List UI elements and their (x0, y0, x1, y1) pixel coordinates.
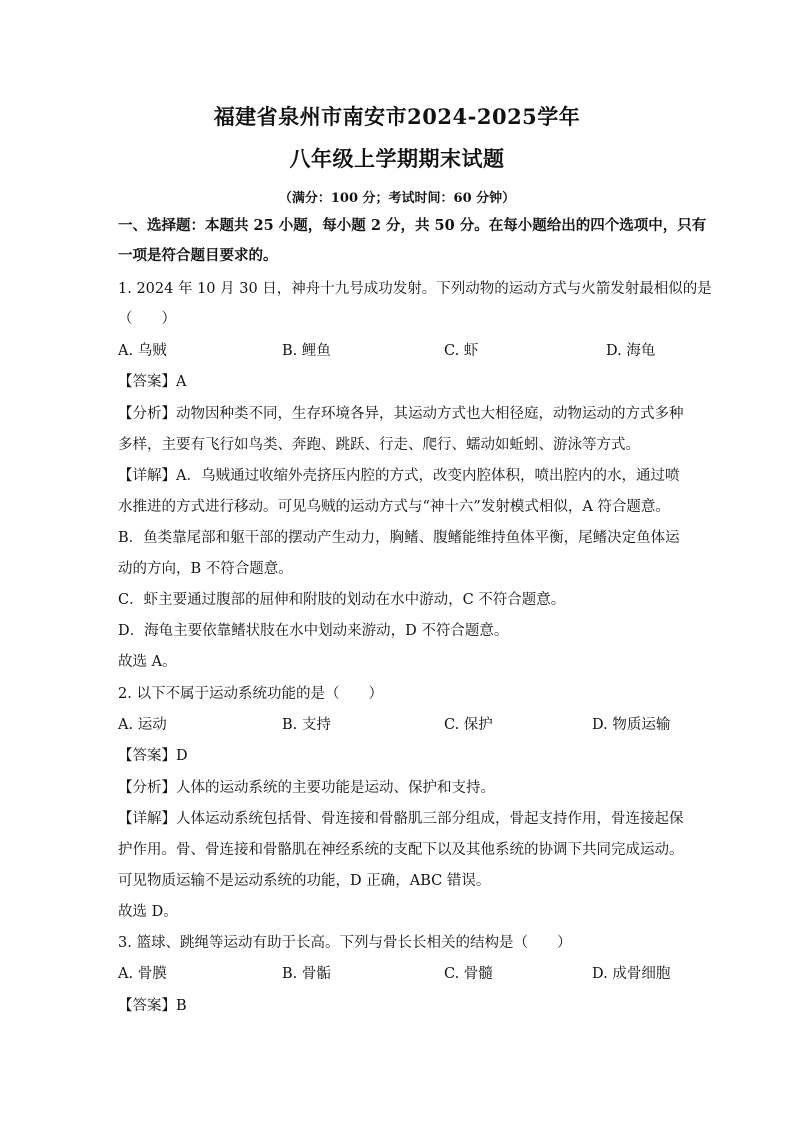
detail: 【详解】人体运动系统包括骨、骨连接和骨骼肌三部分组成，骨起支持作用，骨连接起保 (118, 811, 684, 827)
conclusion: 故选 A。 (118, 654, 177, 670)
answer: 【答案】B (118, 998, 187, 1014)
answer: 【答案】D (118, 748, 188, 764)
question-stem: 3. 篮球、跳绳等运动有助于长高。下列与骨长长相关的结构是（ ） (118, 935, 572, 951)
option-a: A. 乌贼 (118, 343, 167, 359)
option-a: A. 骨膜 (118, 966, 167, 982)
analysis: 【分析】动物因种类不同，生存环境各异，其运动方式也大相径庭，动物运动的方式多种 (118, 406, 684, 422)
analysis: 【分析】人体的运动系统的主要功能是运动、保护和支持。 (118, 780, 495, 796)
detail: C．虾主要通过腹部的屈伸和附肢的划动在水中游动，C 不符合题意。 (118, 592, 566, 608)
conclusion: 故选 D。 (118, 904, 178, 920)
option-a: A. 运动 (118, 717, 167, 733)
detail: 【详解】A．乌贼通过收缩外壳挤压内腔的方式，改变内腔体积，喷出腔内的水，通过喷 (118, 468, 680, 484)
option-c: C. 虾 (444, 343, 479, 359)
detail: B．鱼类靠尾部和躯干部的摆动产生动力，胸鳍、腹鳍能维持鱼体平衡，尾鳍决定鱼体运 (118, 530, 680, 546)
detail: 动的方向，B 不符合题意。 (118, 561, 293, 577)
question-stem: 1. 2024 年 10 月 30 日，神舟十九号成功发射。下列动物的运动方式与火箭发射最相似的是 (118, 281, 712, 297)
question-options (118, 964, 678, 984)
detail: D．海龟主要依靠鳍状肢在水中划动来游动，D 不符合题意。 (118, 623, 509, 639)
option-b: B. 支持 (282, 717, 331, 733)
question-options (118, 715, 678, 735)
option-c: C. 保护 (444, 717, 493, 733)
detail: 水推进的方式进行移动。可见乌贼的运动方式与“神十六”发射模式相似，A 符合题意。 (118, 499, 670, 515)
document-title: 福建省泉州市南安市2024-2025学年 (213, 104, 581, 129)
option-d: D. 海龟 (606, 343, 656, 359)
detail: 可见物质运输不是运动系统的功能，D 正确，ABC 错误。 (118, 873, 491, 889)
answer: 【答案】A (118, 374, 187, 390)
section-intro: 一、选择题：本题共 25 小题，每小题 2 分，共 50 分。在每小题给出的四个选项中，只有 (118, 217, 707, 234)
option-c: C. 骨髓 (444, 966, 493, 982)
detail: 护作用。骨、骨连接和骨骼肌在神经系统的支配下以及其他系统的协调下共同完成运动。 (118, 842, 684, 858)
option-d: D. 成骨细胞 (592, 966, 671, 982)
option-d: D. 物质运输 (592, 717, 671, 733)
question-stem: 2. 以下不属于运动系统功能的是（ ） (118, 686, 383, 702)
document-subtitle-title: 八年级上学期期末试题 (289, 146, 505, 171)
option-b: B. 鲤鱼 (282, 343, 331, 359)
exam-info: （满分：100 分；考试时间：60 分钟） (278, 191, 516, 206)
section-intro: 一项是符合题目要求的。 (118, 247, 278, 264)
analysis: 多样，主要有飞行如鸟类、奔跑、跳跃、行走、爬行、蠕动如蚯蚓、游泳等方式。 (118, 437, 640, 453)
question-stem: （ ） (118, 311, 176, 327)
question-options (118, 341, 678, 361)
option-b: B. 骨骺 (282, 966, 331, 982)
